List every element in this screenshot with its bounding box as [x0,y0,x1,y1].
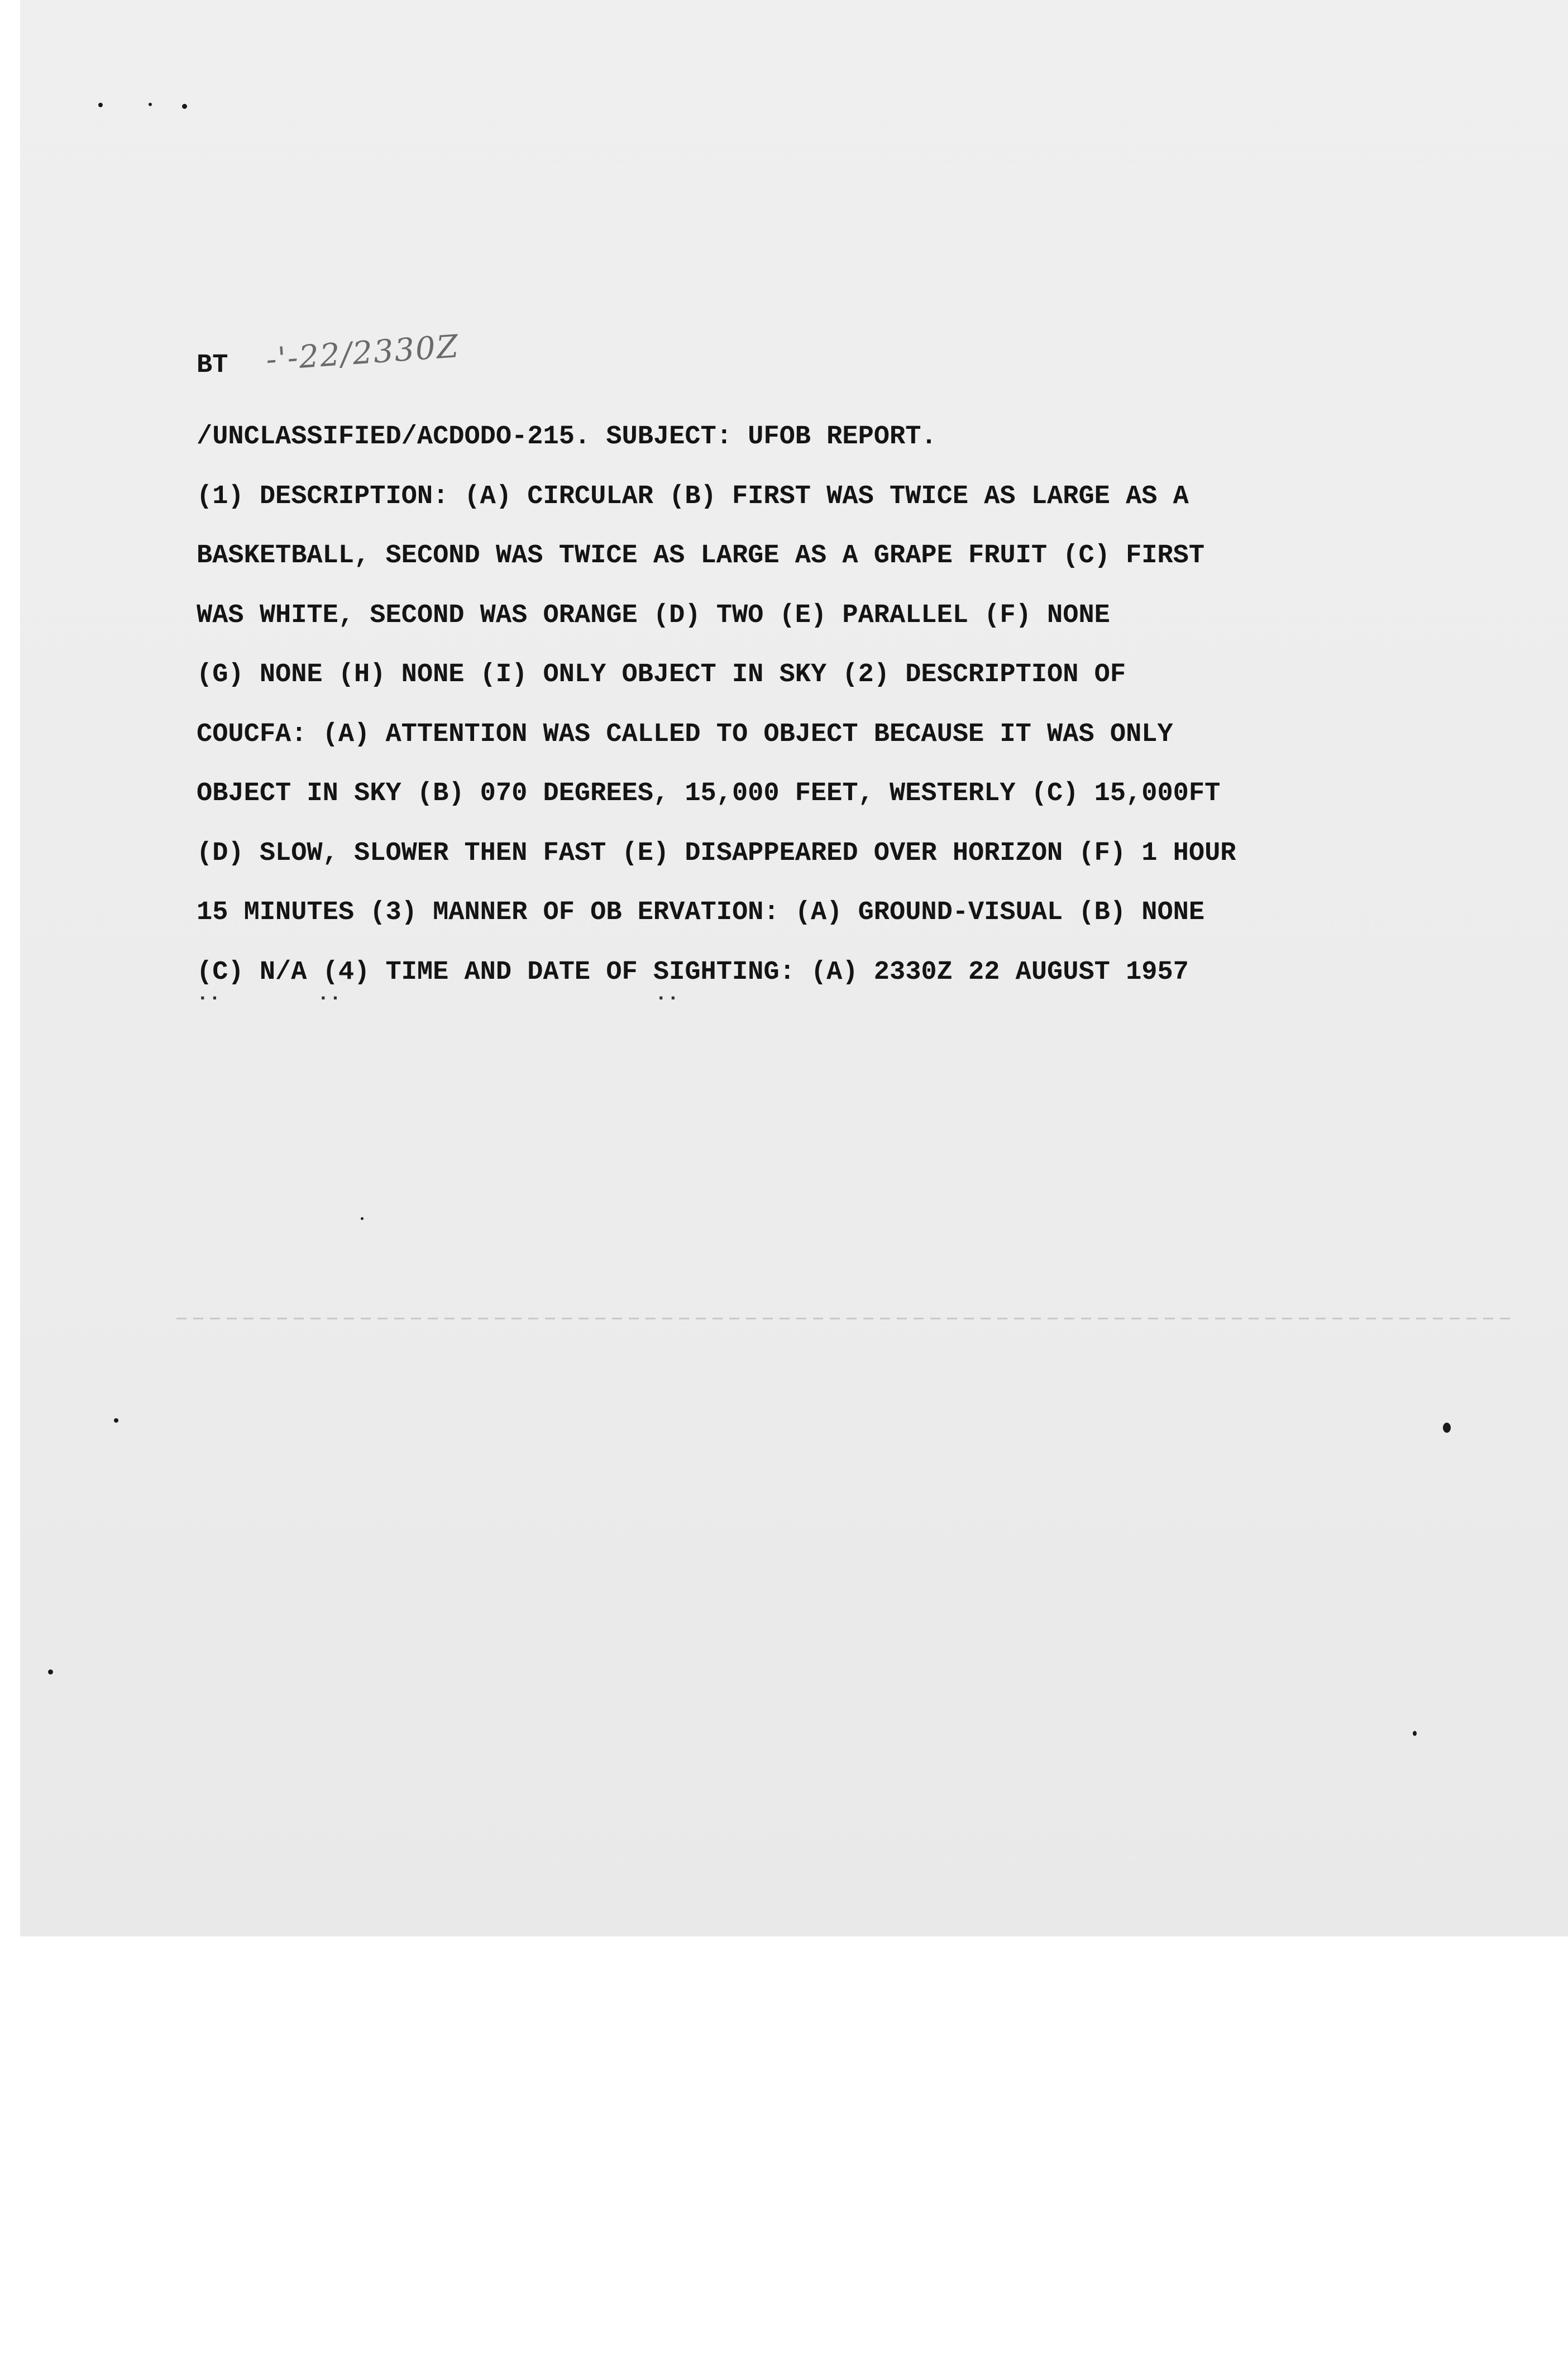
report-body [197,408,1397,1002]
scan-speck [149,103,152,106]
report-line: OBJECT IN SKY (B) 070 DEGREES, 15,000 FEET, WESTERLY (C) 15,000FT [197,779,1221,808]
report-line: (C) N/A (4) TIME AND DATE OF SIGHTING: (A) 2330Z 22 AUGUST 1957 [197,957,1189,987]
trailing-marks: .. .. .. [197,983,680,1006]
report-line: BASKETBALL, SECOND WAS TWICE AS LARGE AS A GRAPE FRUIT (C) FIRST [197,541,1205,571]
report-line: WAS WHITE, SECOND WAS ORANGE (D) TWO (E) PARALLEL (F) NONE [197,600,1110,630]
scan-speck [114,1418,118,1423]
scan-speck [1443,1423,1451,1433]
report-line: (G) NONE (H) NONE (I) ONLY OBJECT IN SKY (2) DESCRIPTION OF [197,660,1126,690]
handwritten-annotation: -'-22/2330Z [265,328,461,379]
scan-speck [1413,1731,1417,1736]
report-line: COUCFA: (A) ATTENTION WAS CALLED TO OBJECT BECAUSE IT WAS ONLY [197,719,1173,749]
report-line: (1) DESCRIPTION: (A) CIRCULAR (B) FIRST WAS TWICE AS LARGE AS A [197,481,1189,511]
report-line: /UNCLASSIFIED/ACDODO-215. SUBJECT: UFOB REPORT. [197,422,937,452]
routing-indicator: BT [197,351,228,380]
scan-speck [48,1669,53,1674]
scan-speck [182,104,187,109]
report-line: (D) SLOW, SLOWER THEN FAST (E) DISAPPEARED OVER HORIZON (F) 1 HOUR [197,838,1236,868]
paper-sheet [20,0,1568,1936]
bleed-through-rule [176,1318,1517,1319]
report-line: 15 MINUTES (3) MANNER OF OB ERVATION: (A) GROUND-VISUAL (B) NONE [197,898,1205,927]
scan-speck [98,103,103,107]
scan-speck [361,1217,364,1220]
